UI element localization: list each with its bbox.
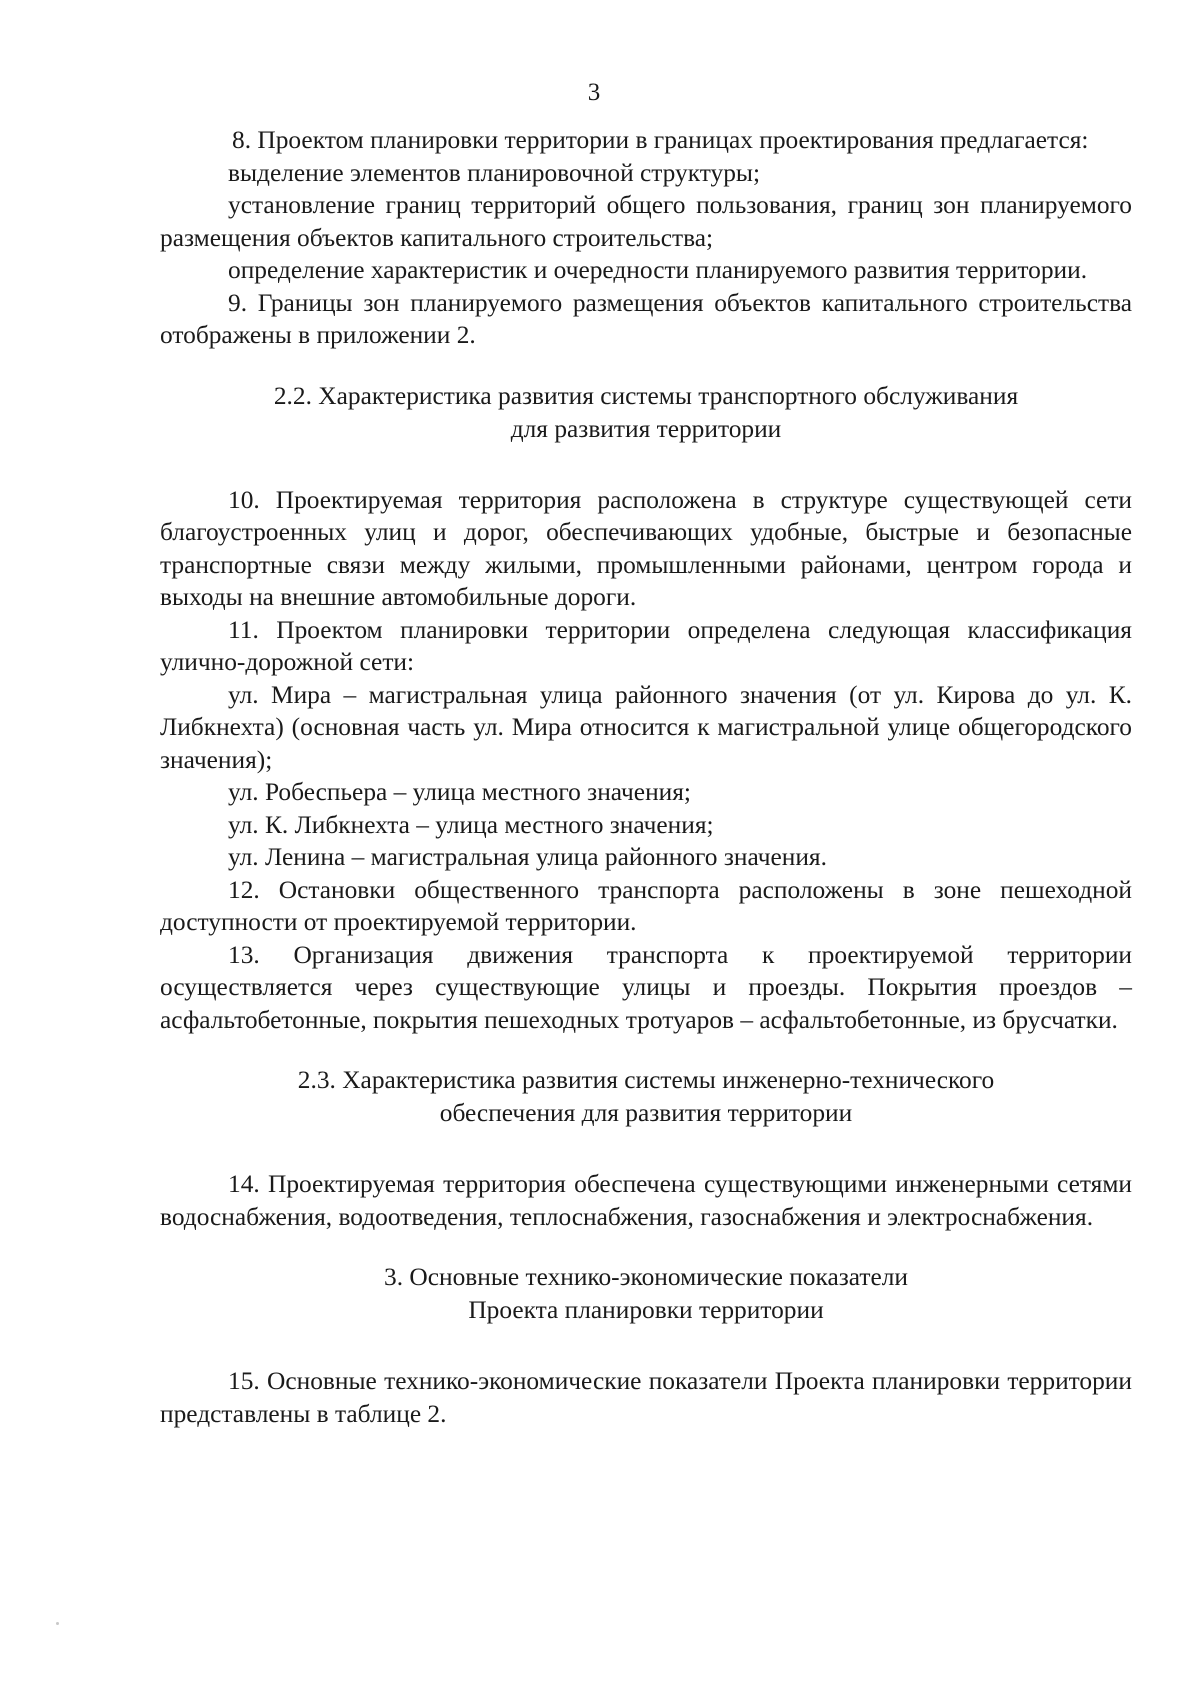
spacer: [160, 1036, 1132, 1064]
paragraph-14: 14. Проектируемая территория обеспечена существующими инженерными сетями водоснабжения, водоотведения, теплоснабжения, газоснабжения и электроснабжения.: [160, 1170, 1132, 1231]
paragraph-9: 9. Границы зон планируемого размещения объектов капитального строительства отображены в приложении 2.: [160, 288, 1132, 349]
section-heading-2-2-line-2: для развития территории: [510, 414, 782, 443]
section-heading-3: [160, 1261, 1132, 1327]
paragraph-8-item-2: установление границ территорий общего пользования, границ зон планируемого размещения объектов капитального строительства;: [160, 191, 1132, 252]
section-heading-3-line-1: 3. Основные технико-экономические показатели: [384, 1263, 908, 1291]
section-heading-2-2: [160, 380, 1132, 446]
paragraph-8-item-1: выделение элементов планировочной структуры;: [228, 158, 760, 187]
paragraph-11-item-3: ул. К. Либкнехта – улица местного значения;: [228, 810, 714, 839]
section-heading-2-3: [160, 1064, 1132, 1130]
spacer: [160, 446, 1132, 484]
section-heading-3-line-2: Проекта планировки территории: [468, 1296, 824, 1324]
spacer: [160, 352, 1132, 380]
spacer: [160, 1130, 1132, 1168]
paragraph-8: 8. Проектом планировки территории в границах проектирования предлагается:: [232, 126, 1089, 154]
page-number: 3: [587, 79, 601, 106]
section-heading-2-3-line-2: обеспечения для развития территории: [439, 1099, 853, 1127]
paragraph-11-item-2: ул. Робеспьера – улица местного значения;: [228, 778, 691, 806]
scan-artifact: [56, 1622, 59, 1625]
spacer: [160, 1233, 1132, 1261]
document-body: [160, 124, 1132, 1430]
paragraph-11: 11. Проектом планировки территории определена следующая классификация улично-дорожной сети:: [160, 615, 1132, 676]
paragraph-12: 12. Остановки общественного транспорта расположены в зоне пешеходной доступности от проектируемой территории.: [160, 875, 1132, 936]
spacer: [160, 1327, 1132, 1365]
section-heading-2-2-line-1: 2.2. Характеристика развития системы транспортного обслуживания: [273, 381, 1019, 410]
section-heading-2-3-line-1: 2.3. Характеристика развития системы инженерно-технического: [297, 1066, 995, 1094]
paragraph-11-item-1: ул. Мира – магистральная улица районного значения (от ул. Кирова до ул. К. Либкнехта) (основная часть ул. Мира относится к магистральной улице общегородского значения);: [160, 680, 1132, 774]
paragraph-11-item-4: ул. Ленина – магистральная улица районного значения.: [228, 843, 827, 871]
paragraph-8-item-3: определение характеристик и очередности планируемого развития территории.: [228, 256, 1088, 284]
paragraph-15: 15. Основные технико-экономические показатели Проекта планировки территории представлены в таблице 2.: [160, 1367, 1132, 1428]
paragraph-13: 13. Организация движения транспорта к проектируемой территории осуществляется через существующие улицы и проезды. Покрытия проездов – асфальтобетонные, покрытия пешеходных тротуаров – асфальтобетонные, из брусчатки.: [160, 940, 1132, 1034]
paragraph-10: 10. Проектируемая территория расположена в структуре существующей сети благоустроенных улиц и дорог, обеспечивающих удобные, быстрые и безопасные транспортные связи между жилыми, промышленными районами, центром города и выходы на внешние автомобильные дороги.: [160, 485, 1132, 611]
